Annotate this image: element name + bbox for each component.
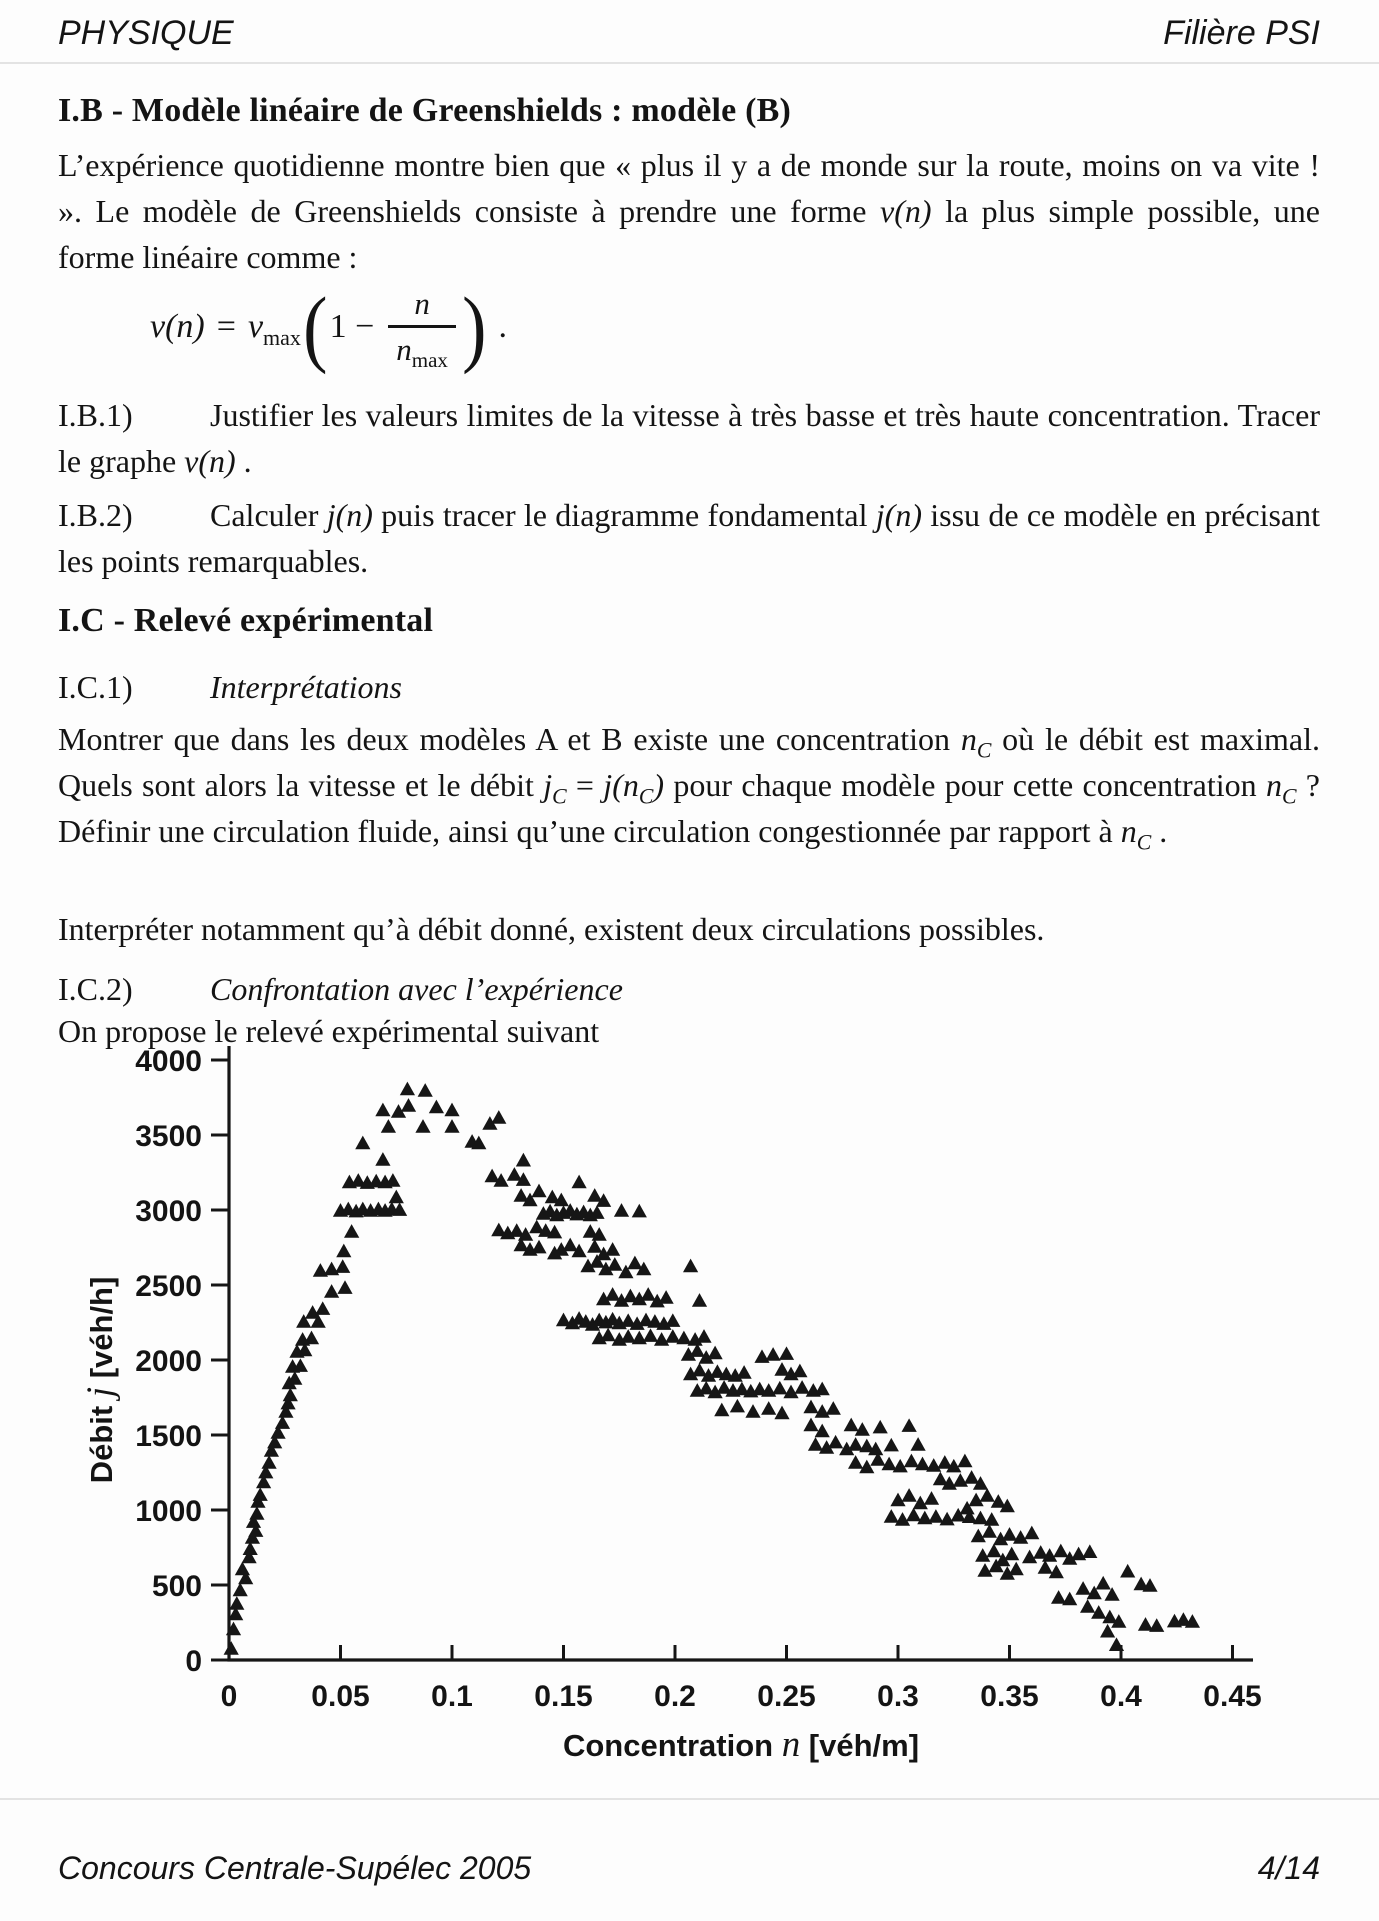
math-n: n: [960, 721, 977, 757]
question-ib2-text-3: issu de ce modèle en précisant les points remarquables.: [58, 497, 1321, 579]
section-ib-title: I.B - Modèle linéaire de Greenshields : modèle (B): [58, 92, 792, 129]
svg-text:0.35: 0.35: [980, 1680, 1039, 1713]
header-rule: [0, 62, 1379, 64]
subsection-ic1-title: Interprétations: [210, 669, 402, 705]
math-j: j: [543, 767, 553, 803]
math-vn: v(n): [184, 443, 236, 479]
math-vn: v(n): [880, 193, 932, 229]
paragraph-ic1: [58, 716, 1320, 854]
page-footer: [58, 1850, 1320, 1887]
math-sub-c: C: [1136, 830, 1152, 855]
formula-numerator: n: [414, 286, 430, 321]
header-filiere: Filière PSI: [1163, 14, 1320, 52]
formula-one-minus: 1 −: [329, 308, 375, 345]
formula-vmax-base: v: [247, 308, 264, 345]
question-ib2: [58, 492, 1320, 584]
question-ib2-text-1: Calculer: [210, 497, 327, 533]
math-j-nc: j(n: [603, 767, 639, 803]
svg-text:2000: 2000: [135, 1345, 202, 1378]
ic1-text-1: Montrer que dans les deux modèles A et B existe une concentration: [58, 721, 961, 757]
svg-text:4000: 4000: [135, 1045, 202, 1078]
formula-equals: =: [216, 308, 236, 345]
svg-text:0.4: 0.4: [1100, 1680, 1142, 1713]
svg-text:0: 0: [185, 1645, 202, 1678]
question-ib1-text: Justifier les valeurs limites de la vitesse à très basse et très haute concentration. Tracer le graphe: [58, 397, 1320, 479]
ic1-text-4: ? Définir une circulation fluide, ainsi qu’une circulation congestionnée par rapport à: [58, 767, 1320, 849]
formula-vmax-sub: max: [263, 324, 301, 350]
question-ib1-end: .: [235, 443, 252, 479]
svg-text:Débit j [véh/h]: Débit j [véh/h]: [80, 1276, 121, 1484]
paragraph-ic2-intro: On propose le relevé expérimental suivant: [58, 1013, 600, 1049]
svg-text:0.3: 0.3: [877, 1680, 919, 1713]
subsection-ic2-title: Confrontation avec l’expérience: [210, 971, 623, 1007]
svg-text:0: 0: [220, 1680, 238, 1713]
question-ib1-label: I.B.1): [58, 397, 133, 433]
ic1-equals: =: [566, 767, 604, 803]
svg-text:3000: 3000: [135, 1195, 202, 1228]
svg-text:500: 500: [151, 1570, 202, 1603]
subsection-ic2-label: I.C.2): [58, 971, 133, 1007]
svg-text:1500: 1500: [135, 1420, 202, 1453]
ic1-text-2: où le débit est maximal. Quels sont alors la vitesse et le débit: [58, 721, 1321, 803]
svg-text:2500: 2500: [135, 1270, 202, 1303]
experimental-scatter-chart: [0, 1040, 1379, 1810]
formula-period: .: [498, 308, 508, 345]
svg-text:1000: 1000: [135, 1495, 202, 1528]
math-sub-c: C: [552, 784, 567, 809]
math-n: n: [1120, 813, 1137, 849]
section-ib-intro: [58, 142, 1320, 280]
svg-text:0.15: 0.15: [534, 1680, 593, 1713]
subsection-ic2: [58, 966, 1320, 1012]
svg-text:0.45: 0.45: [1203, 1680, 1262, 1713]
svg-text:3500: 3500: [135, 1120, 202, 1153]
math-jn: j(n): [875, 497, 922, 533]
footer-exam-name: Concours Centrale-Supélec 2005: [58, 1850, 532, 1886]
math-close: ): [653, 767, 665, 803]
svg-text:0.1: 0.1: [431, 1680, 473, 1713]
svg-text:Concentration n [véh/m]: Concentration n [véh/m]: [562, 1724, 920, 1765]
subsection-ic1: [58, 664, 1320, 710]
section-ic-title: I.C - Relevé expérimental: [58, 602, 434, 639]
question-ib2-label: I.B.2): [58, 497, 133, 533]
footer-page-number: 4/14: [1257, 1850, 1320, 1886]
header-subject: PHYSIQUE: [58, 14, 234, 52]
formula-den-base: n: [396, 332, 412, 367]
paragraph-ic1-note: Interpréter notamment qu’à débit donné, existent deux circulations possibles.: [58, 911, 1045, 947]
chart-svg: [0, 1040, 1379, 1810]
svg-text:0.2: 0.2: [654, 1680, 696, 1713]
svg-text:0.05: 0.05: [311, 1680, 370, 1713]
math-jn: j(n): [326, 497, 373, 533]
page-header: [58, 14, 1320, 53]
formula-denominator: [388, 325, 456, 373]
subsection-ic1-label: I.C.1): [58, 669, 133, 705]
math-sub-c: C: [976, 738, 992, 763]
formula-vmax: [247, 308, 301, 350]
math-n: n: [1265, 767, 1282, 803]
math-sub-c: C: [638, 784, 654, 809]
intro-text-1: L’expérience quotidienne montre bien que « plus il y a de monde sur la route, moins on va vite ! ». Le modèle de Greenshields consiste à prendre une forme: [58, 147, 1320, 229]
formula-lhs: v(n): [150, 308, 205, 345]
footer-rule: [0, 1798, 1379, 1800]
question-ib1: [58, 392, 1320, 484]
greenshields-formula: v(n) = $v_{max}$ ( 1 − $\frac{n}{n_{max}}$ ) .: [150, 279, 508, 375]
ic1-text-3: pour chaque modèle pour cette concentration: [664, 767, 1266, 803]
intro-text-2: la plus simple possible, une forme linéaire comme :: [58, 193, 1321, 275]
math-sub-c: C: [1281, 784, 1297, 809]
svg-text:0.25: 0.25: [757, 1680, 816, 1713]
formula-fraction: [388, 286, 456, 373]
formula-den-sub: max: [411, 348, 448, 373]
question-ib2-text-2: puis tracer le diagramme fondamental: [372, 497, 876, 533]
ic1-text-5: .: [1151, 813, 1168, 849]
